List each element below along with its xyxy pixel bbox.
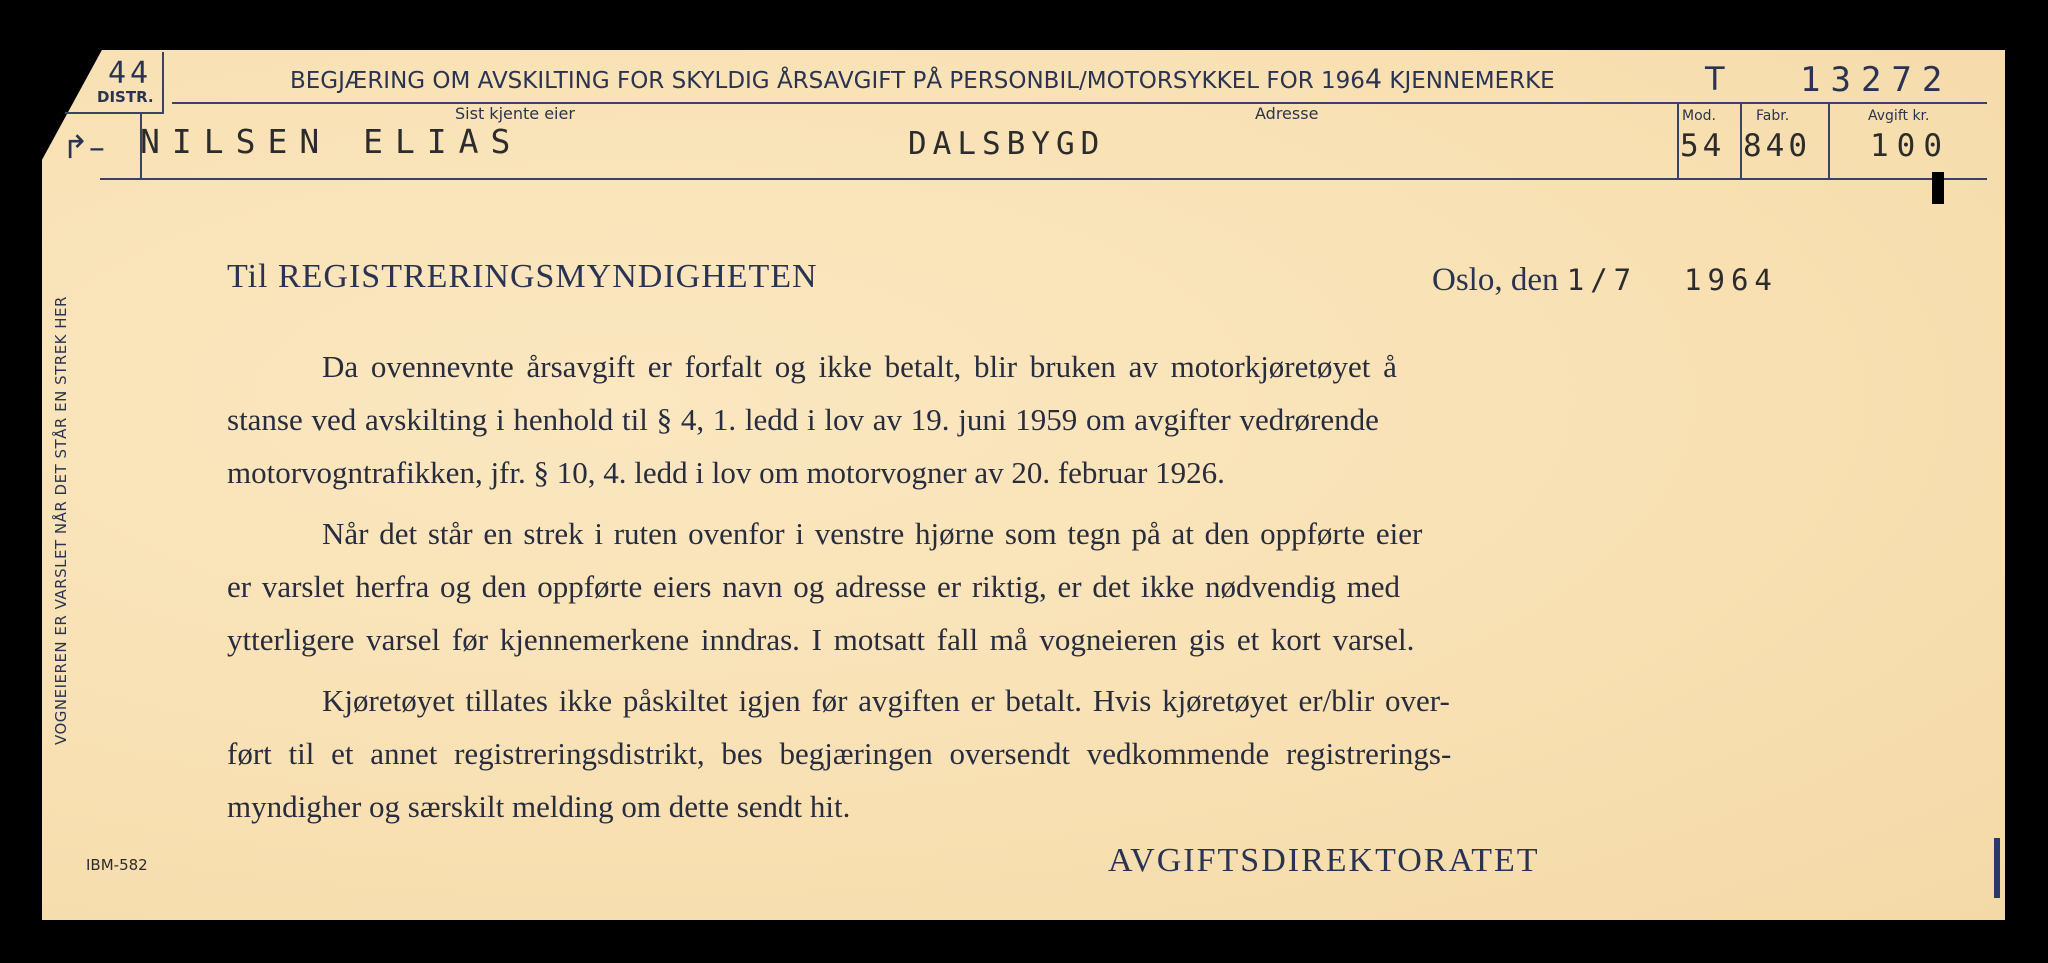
model-value: 54: [1680, 128, 1726, 164]
body-line-5: er varslet herfra og den oppførte eiers navn og adresse er riktig, er det ikke nødvendig med: [227, 569, 1401, 604]
plate-letter: T: [1705, 60, 1725, 98]
body-line-7: Kjøretøyet tillates ikke påskiltet igjen før avgiften er betalt. Hvis kjøretøyet er/blir over-: [322, 683, 1450, 718]
body-line-2: stanse ved avskilting i henhold til § 4, 1. ledd i lov av 19. juni 1959 om avgifter vedrørende: [227, 402, 1379, 437]
form-title: [290, 64, 1555, 95]
address-label: Adresse: [1255, 104, 1319, 123]
date-value: 1/7 1964: [1566, 263, 1778, 297]
edge-mark: [1994, 838, 2000, 898]
district-label: DISTR.: [97, 88, 154, 106]
title-text: BEGJÆRING OM AVSKILTING FOR SKYLDIG ÅRSAVGIFT PÅ PERSONBIL/MOTORSYKKEL FOR 196: [290, 68, 1365, 94]
title-underline: [172, 102, 1987, 104]
fabr-col-left: [1740, 104, 1742, 180]
body-line-6: ytterligere varsel før kjennemerkene inndras. I motsatt fall må vogneieren gis et kort varsel.: [227, 622, 1415, 657]
plate-label: KJENNEMERKE: [1389, 68, 1555, 94]
district-box-right: [162, 52, 164, 112]
make-value: 840: [1743, 128, 1811, 164]
make-label: Fabr.: [1756, 108, 1790, 124]
signature: AVGIFTSDIREKTORATET: [1108, 842, 1540, 879]
model-label: Mod.: [1682, 108, 1716, 124]
body-line-8: ført til et annet registreringsdistrikt, bes begjæringen oversendt vedkommende registrerings-: [227, 736, 1452, 771]
strike-mark: [1932, 172, 1944, 204]
body-line-4: Når det står en strek i ruten ovenfor i venstre hjørne som tegn på at den oppførte eier: [322, 516, 1423, 551]
body-line-9: myndigher og særskilt melding om dette sendt hit.: [227, 789, 851, 824]
recipient-line: Til REGISTRERINGSMYNDIGHETEN: [227, 258, 818, 295]
owner-label: Sist kjente eier: [455, 104, 575, 123]
body-line-1: Da ovennevnte årsavgift er forfalt og ikke betalt, blir bruken av motorkjøretøyet å: [322, 349, 1397, 384]
owner-name: NILSEN ELIAS: [140, 122, 523, 161]
place-date: [1432, 262, 1778, 299]
district-number: 44: [108, 56, 153, 91]
body-line-3: motorvogntrafikken, jfr. § 10, 4. ledd i lov om motorvogner av 20. februar 1926.: [227, 455, 1225, 490]
district-box-bottom: [65, 112, 164, 114]
side-note-vertical: VOGNEIEREN ER VARSLET NÅR DET STÅR EN STREK HER: [52, 296, 70, 745]
fee-value: 100: [1870, 128, 1950, 164]
fee-col-left: [1828, 104, 1830, 180]
title-year-digit: 4: [1364, 64, 1383, 95]
owner-row-underline: [100, 178, 1987, 180]
place-date-prefix: Oslo, den: [1432, 262, 1559, 298]
form-code: IBM-582: [86, 856, 148, 874]
fee-label: Avgift kr.: [1868, 108, 1930, 124]
mod-col-left: [1677, 104, 1679, 180]
owner-mark-arrow-icon: ↱–: [62, 128, 105, 166]
plate-number: 13272: [1800, 60, 1953, 100]
address-value: DALSBYGD: [908, 126, 1106, 162]
